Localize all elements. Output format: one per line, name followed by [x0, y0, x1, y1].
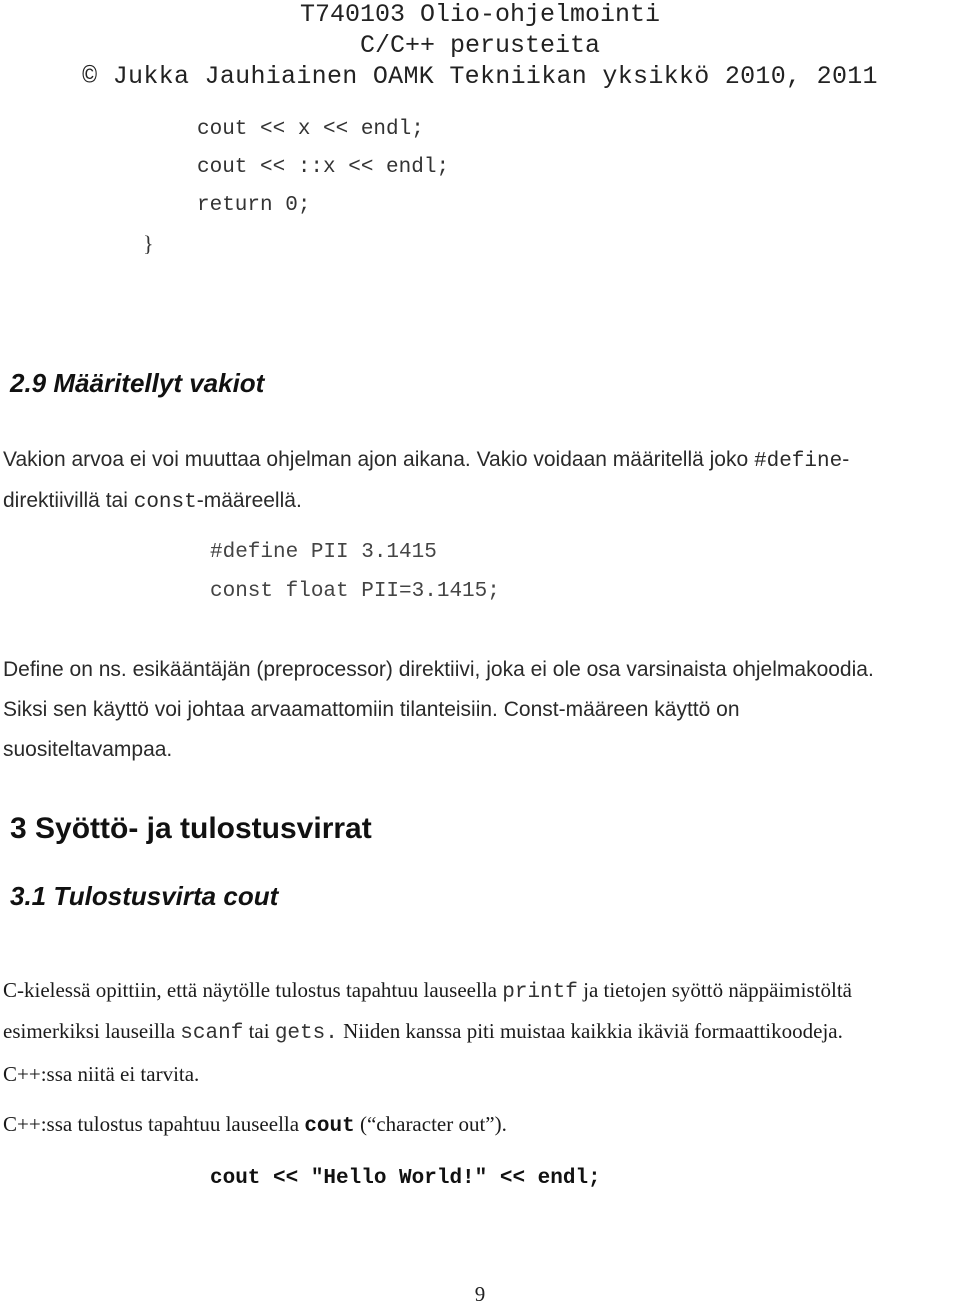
paragraph-line: C++:ssa niitä ei tarvita. [3, 1062, 200, 1086]
paragraph-line: C-kielessä opittiin, että näytölle tulostus tapahtuu lauseella printf ja tietojen syöttö näppäimistöltä [3, 978, 852, 1004]
inline-code-const: const [133, 491, 197, 514]
paragraph-line: direktiivillä tai const-määreellä. [3, 489, 302, 514]
document-header-course: T740103 Olio-ohjelmointi [299, 0, 661, 29]
inline-code-printf: printf [502, 981, 578, 1004]
section-heading-3-1: 3.1 Tulostusvirta cout [10, 881, 279, 911]
paragraph-line: C++:ssa tulostus tapahtuu lauseella cout (“character out”). [3, 1112, 507, 1138]
paragraph-line: Siksi sen käyttö voi johtaa arvaamattomiin tilanteisiin. Const-määreen käyttö on [3, 698, 740, 721]
page-number: 9 [474, 1282, 486, 1306]
code-line: cout << x << endl; [197, 118, 424, 141]
code-line: cout << ::x << endl; [197, 156, 450, 179]
code-line: const float PII=3.1415; [210, 580, 500, 603]
inline-code-scanf: scanf [180, 1022, 244, 1045]
inline-code-gets: gets. [274, 1022, 338, 1045]
paragraph-line: suositeltavampaa. [3, 738, 173, 761]
paragraph-line: Vakion arvoa ei voi muuttaa ohjelman ajon aikana. Vakio voidaan määritellä joko #define- [3, 448, 850, 473]
section-heading-3: 3 Syöttö- ja tulostusvirrat [10, 812, 372, 845]
paragraph-line: esimerkiksi lauseilla scanf tai gets. Niiden kanssa piti muistaa kaikkia ikäviä formaattikoodeja. [3, 1019, 843, 1045]
section-heading-2-9: 2.9 Määritellyt vakiot [10, 368, 265, 398]
code-line: cout << "Hello World!" << endl; [210, 1167, 601, 1190]
paragraph-line: Define on ns. esikääntäjän (preprocessor) direktiivi, joka ei ole osa varsinaista ohjelmakoodia. [3, 658, 874, 681]
code-line: #define PII 3.1415 [210, 541, 437, 564]
inline-code-define: #define [754, 450, 843, 473]
document-header-author: © Jukka Jauhiainen OAMK Tekniikan yksikkö 2010, 2011 [82, 62, 878, 91]
document-header-subtitle: C/C++ perusteita [359, 31, 601, 60]
inline-code-cout: cout [304, 1115, 355, 1138]
code-closing-brace: } [143, 231, 154, 256]
code-line: return 0; [197, 194, 311, 217]
